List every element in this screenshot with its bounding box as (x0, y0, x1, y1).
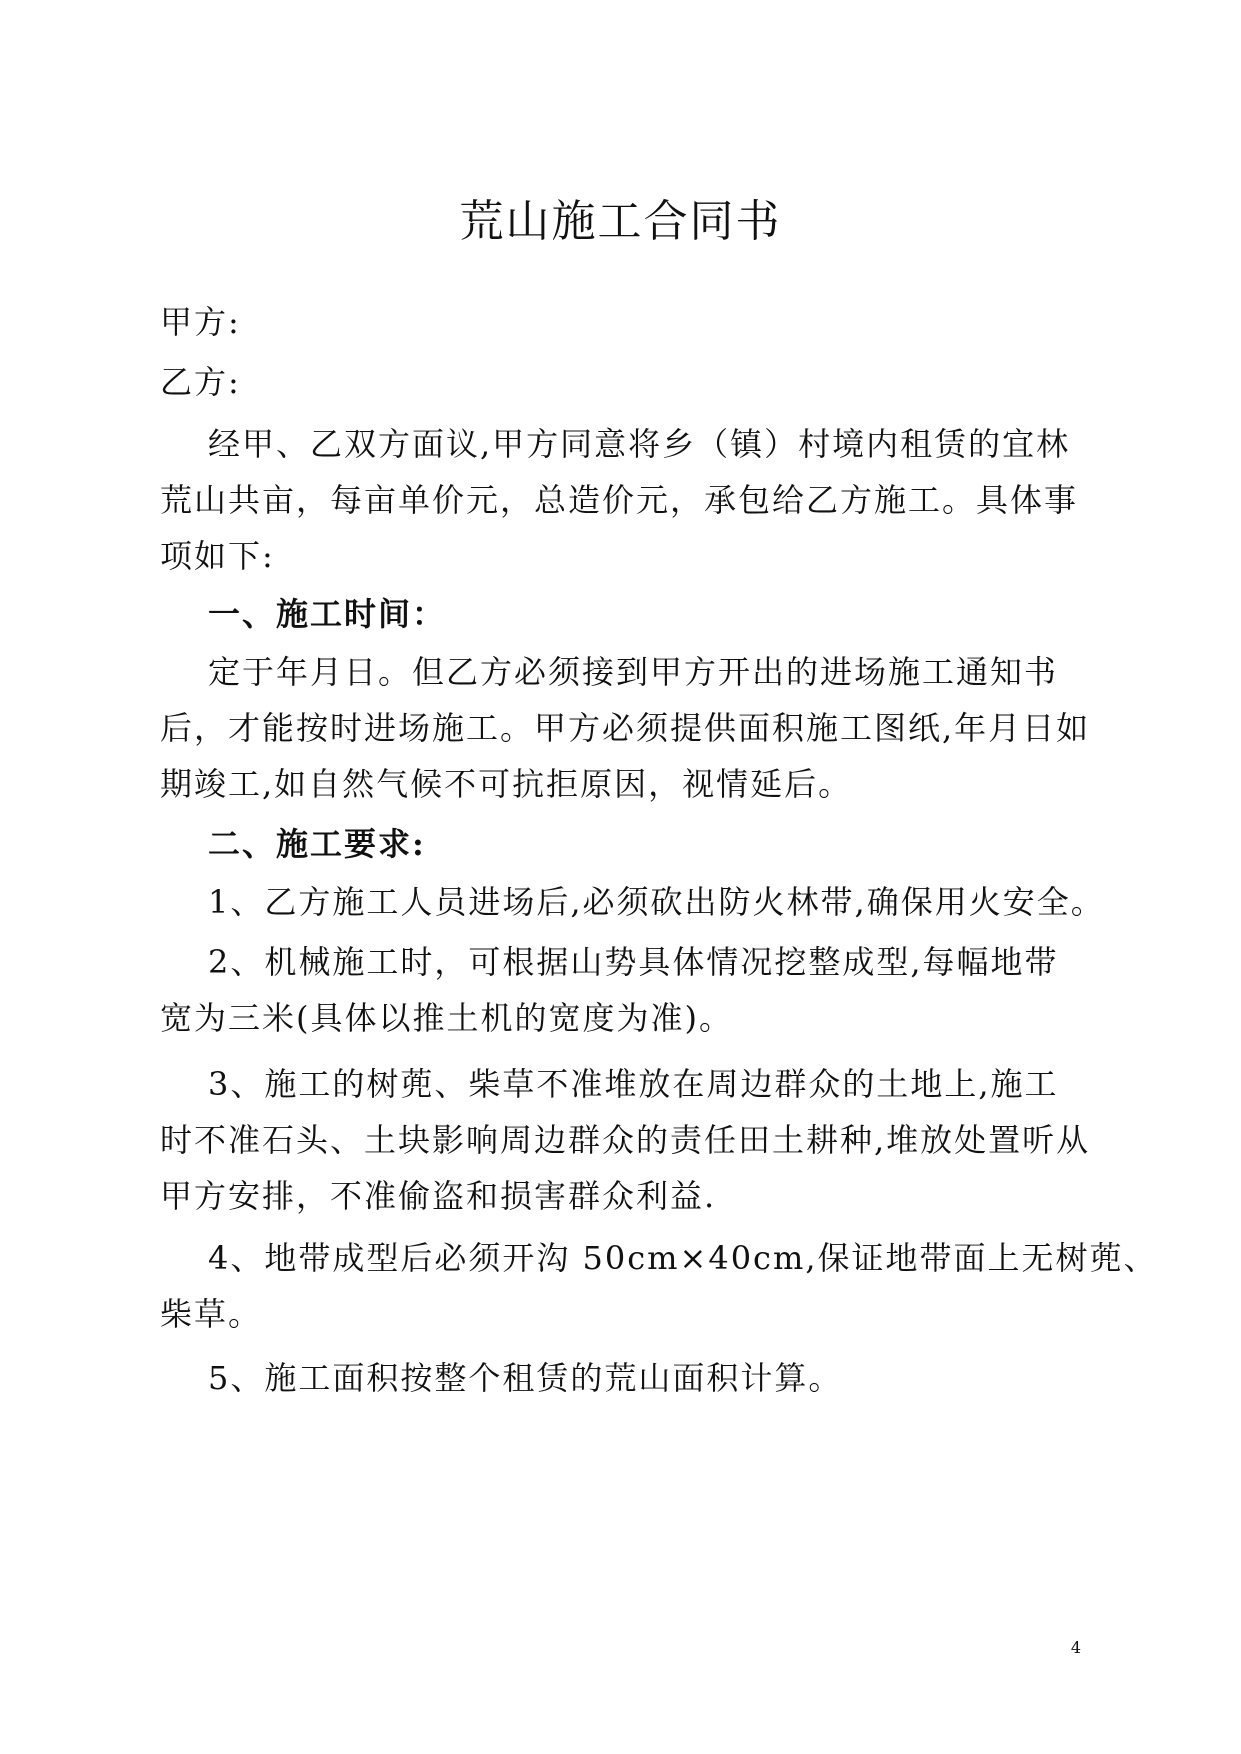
schedule-paragraph-line: 定于年月日。但乙方必须接到甲方开出的进场施工通知书 (208, 653, 1059, 691)
schedule-paragraph-line: 后，才能按时进场施工。甲方必须提供面积施工图纸,年月日如 (160, 709, 1091, 747)
document-title: 荒山施工合同书 (459, 196, 782, 247)
section-heading: 二、施工要求: (208, 825, 426, 863)
requirement-line: 甲方安排，不准偷盗和损害群众利益. (160, 1177, 717, 1215)
requirement-line: 1、乙方施工人员进场后,必须砍出防火林带,确保用火安全。 (208, 883, 1105, 921)
page-number: 4 (1070, 1638, 1081, 1657)
requirement-line: 3、施工的树蔸、柴草不准堆放在周边群众的土地上,施工 (208, 1065, 1059, 1103)
requirement-line: 4、地带成型后必须开沟 50cm×40cm,保证地带面上无树蔸、 (208, 1239, 1158, 1277)
intro-paragraph-line: 经甲、乙双方面议,甲方同意将乡（镇）村境内租赁的宜林 (208, 425, 1071, 463)
schedule-paragraph-line: 期竣工,如自然气候不可抗拒原因，视情延后。 (160, 765, 853, 803)
requirement-line: 2、机械施工时，可根据山势具体情况挖整成型,每幅地带 (208, 943, 1059, 981)
party-a-line: 甲方: (160, 303, 241, 341)
requirement-line: 宽为三米(具体以推土机的宽度为准)。 (160, 999, 733, 1037)
section-heading: 一、施工时间： (208, 595, 447, 633)
requirement-line: 5、施工面积按整个租赁的荒山面积计算。 (208, 1359, 843, 1397)
party-b-line: 乙方: (160, 363, 241, 401)
intro-paragraph-line: 项如下: (160, 537, 275, 575)
requirement-line: 时不准石头、土块影响周边群众的责任田土耕种,堆放处置听从 (160, 1121, 1091, 1159)
intro-paragraph-line: 荒山共亩，每亩单价元，总造价元，承包给乙方施工。具体事 (160, 481, 1079, 519)
requirement-line: 柴草。 (160, 1295, 263, 1333)
